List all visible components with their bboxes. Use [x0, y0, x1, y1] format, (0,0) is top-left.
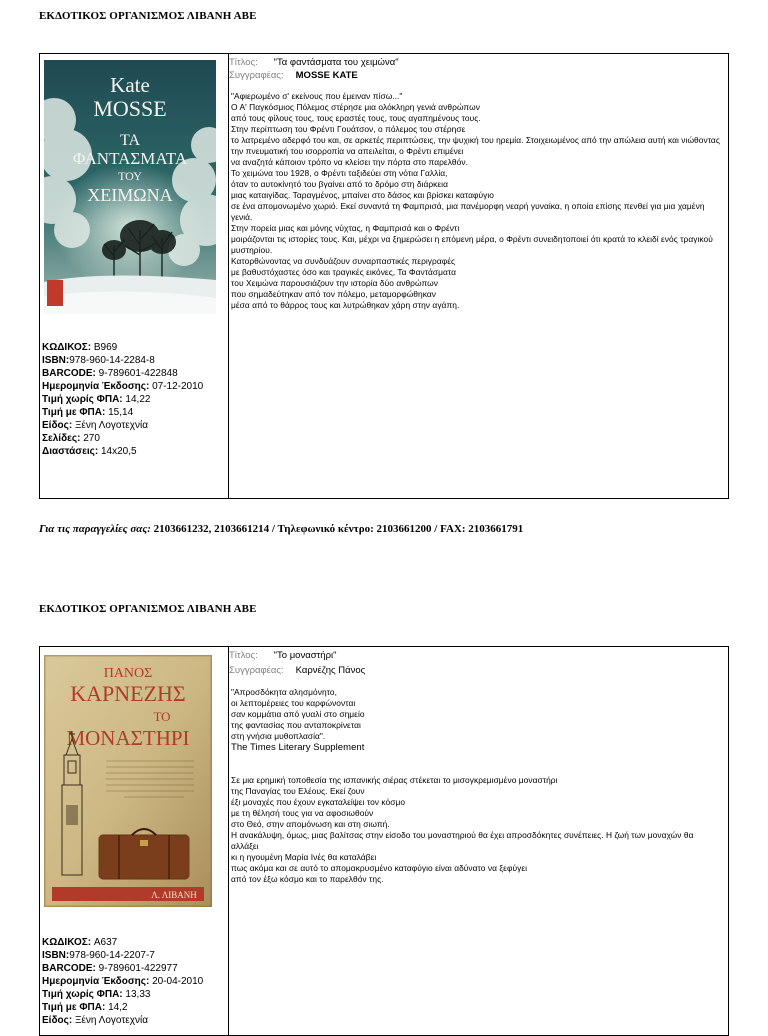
detail-genre: Είδος: Ξένη Λογοτεχνία — [42, 420, 149, 431]
book-details — [42, 341, 203, 458]
book-info-column — [40, 647, 229, 1035]
cover-author-first: Kate — [110, 73, 150, 97]
title-row: Τίτλος: "Το μοναστήρι" — [229, 650, 337, 661]
detail-barcode: BARCODE: 9-789601-422977 — [42, 963, 178, 974]
book-title: "Το μοναστήρι" — [273, 650, 337, 661]
book-info-column — [40, 54, 229, 498]
cover-title-3: ΤΟΥ — [118, 169, 142, 183]
detail-isbn: ISBN:978-960-14-2284-8 — [42, 355, 155, 366]
order-contact-line: Για τις παραγγελίες σας: 2103661232, 2103661214 / Τηλεφωνικό κέντρο: 2103661200 / FAX: 2103661791 — [39, 523, 524, 535]
book-details — [42, 936, 203, 1027]
cover-title-1: ΤΑ — [119, 132, 141, 149]
detail-price-no-vat: Τιμή χωρίς ΦΠΑ: 14,22 — [42, 394, 151, 405]
detail-barcode: BARCODE: 9-789601-422848 — [42, 368, 178, 379]
cover-author-first: ΠΑΝΟΣ — [103, 666, 153, 681]
detail-dimensions: Διαστάσεις: 14x20,5 — [42, 446, 137, 457]
detail-isbn: ISBN:978-960-14-2207-7 — [42, 950, 155, 961]
cover-title-4: ΧΕΙΜΩΝΑ — [87, 185, 173, 205]
cover-title-2: ΦΑΝΤΑΣΜΑΤΑ — [72, 149, 188, 168]
detail-price-vat: Τιμή με ΦΠΑ: 15,14 — [42, 407, 134, 418]
book-author: Καρνέζης Πάνος — [295, 665, 366, 676]
book-cover — [44, 60, 216, 314]
cover-author-last: ΚΑΡΝΕΖΗΣ — [70, 681, 186, 706]
detail-publication-date: Ημερομηνία Έκδοσης: 07-12-2010 — [42, 381, 204, 392]
cover-publisher-mark: Λ. ΛΙΒΑΝΗ — [151, 890, 197, 900]
detail-pages: Σελίδες: 270 — [42, 433, 100, 444]
publisher-heading: ΕΚΔΟΤΙΚΟΣ ΟΡΓΑΝΙΣΜΟΣ ΛΙΒΑΝΗ ΑΒΕ — [39, 10, 257, 22]
author-row: Συγγραφέας: MOSSE KATE — [229, 70, 358, 81]
title-row: Τίτλος: "Τα φαντάσματα του χειμώνα" — [229, 57, 399, 68]
book-title: "Τα φαντάσματα του χειμώνα" — [273, 57, 399, 68]
cover-title-2: ΜΟΝΑΣΤΗΡΙ — [66, 726, 190, 750]
book-entry — [39, 53, 729, 499]
book-description-column — [229, 54, 728, 498]
publisher-logo — [47, 280, 63, 306]
publisher-heading: ΕΚΔΟΤΙΚΟΣ ΟΡΓΑΝΙΣΜΟΣ ΛΙΒΑΝΗ ΑΒΕ — [39, 603, 257, 615]
detail-code: ΚΩΔΙΚΟΣ: B969 — [42, 342, 118, 353]
book-description: "Αφιερωμένο σ' εκείνους που έμειναν πίσω..." Ο Α' Παγκόσμιος Πόλεμος στέρησε μια ολόκληρη γενιά ανθρώπων από τους φίλους τους, τους εραστές τους, τους αγαπημένους τους. Στην περίπτωση του Φρέντι Γουάτσον, ο πόλεμος του στέρησε το λατρεμένο αδερφό του και, σε αρκετές περιπτώσεις, την ψυχική του ηρεμία. Στοιχειωμένος από την απώλεια αυτή και νιώθοντας την πνευματική του ισορροπία να απειλείται, ο Φρέντι επιμένει να αναζητά κάποιον τρόπο να κλείσει την πόρτα στο παρελθόν. Το χειμώνα του 1928, ο Φρέντι ταξιδεύει στη νότια Γαλλία, όταν το αυτοκίνητό του βγαίνει από το δρόμο στη διάρκεια μιας καταιγίδας. Ταραγμένος, μπαίνει στο δάσος και βρίσκει καταφύγιο σε ένα απομονωμένο χωριό. Εκεί συναντά τη Φαμπρισά, μια πανέμορφη νεαρή γυναίκα, η οποία επίσης πενθεί για μια χαμένη γενιά. Στην πορεία μιας και μόνης νύχτας, η Φαμπρισά και ο Φρέντι μοιράζονται τις ιστορίες τους. Και, μέχρι να ξημερώσει η επόμενη μέρα, ο Φρέντι συνειδητοποιεί ότι κρατά το κλειδί ενός τραγικού μυστηρίου. Κατορθώνοντας να συνδυάζουν συναρπαστικές περιγραφές με βαθυστόχαστες όσο και τραγικές εικόνες, Τα Φαντάσματα του Χειμώνα παρουσιάζουν την ιστορία δύο ανθρώπων που σημαδεύτηκαν από τον πόλεμο, μεταμορφώθηκαν μέσα από το θάρρος τους και λυτρώθηκαν χάρη στην αγάπη. — [231, 91, 720, 310]
author-row: Συγγραφέας: Καρνέζης Πάνος — [229, 665, 366, 676]
book-cover — [44, 655, 212, 907]
detail-price-vat: Τιμή με ΦΠΑ: 14,2 — [42, 1002, 128, 1013]
blurb-source: The Times Literary Supplement — [231, 742, 365, 753]
detail-genre: Είδος: Ξένη Λογοτεχνία — [42, 1015, 149, 1026]
cover-author-last: MOSSE — [93, 96, 167, 121]
book-author: MOSSE KATE — [295, 70, 358, 81]
cover-title-1: ΤΟ — [153, 709, 171, 724]
book-entry — [39, 646, 729, 1036]
detail-price-no-vat: Τιμή χωρίς ΦΠΑ: 13,33 — [42, 989, 151, 1000]
detail-publication-date: Ημερομηνία Έκδοσης: 20-04-2010 — [42, 976, 204, 987]
book-blurb: "Απροσδόκητα αλησμόνητο, οι λεπτομέρειες του καρφώνονται σαν κομμάτια από γυαλί στο σημείο της φαντασίας που ανταποκρίνεται στη γνήσια μυθοπλασία". The Times Literary Supplement — [231, 687, 722, 753]
detail-code: ΚΩΔΙΚΟΣ: A637 — [42, 937, 118, 948]
book-description-column — [229, 647, 728, 1035]
book-description: Σε μια ερημική τοποθεσία της ισπανικής σιέρας στέκεται το μισογκρεμισμένο μοναστήρι της Παναγίας του Ελέους. Εκεί ζουν έξι μοναχές που έχουν εγκαταλείψει τον κόσμο με τη θέλησή τους για να αφοσιωθούν στο Θεό, στην απομόνωση και στη σιωπή. Η ανακάλυψη, όμως, μιας βαλίτσας στην είσοδο του μοναστηριού θα έχει απροσδόκητες συνέπειες. Η ζωή των μοναχών θα αλλάξει κι η ηγουμένη Μαρία Ινές θα καταλάβει πως ακόμα και σε αυτό το απομακρυσμένο καταφύγιο είναι αδύνατο να ξεφύγει από τον έξω κόσμο και το παρελθόν της. — [231, 775, 694, 884]
